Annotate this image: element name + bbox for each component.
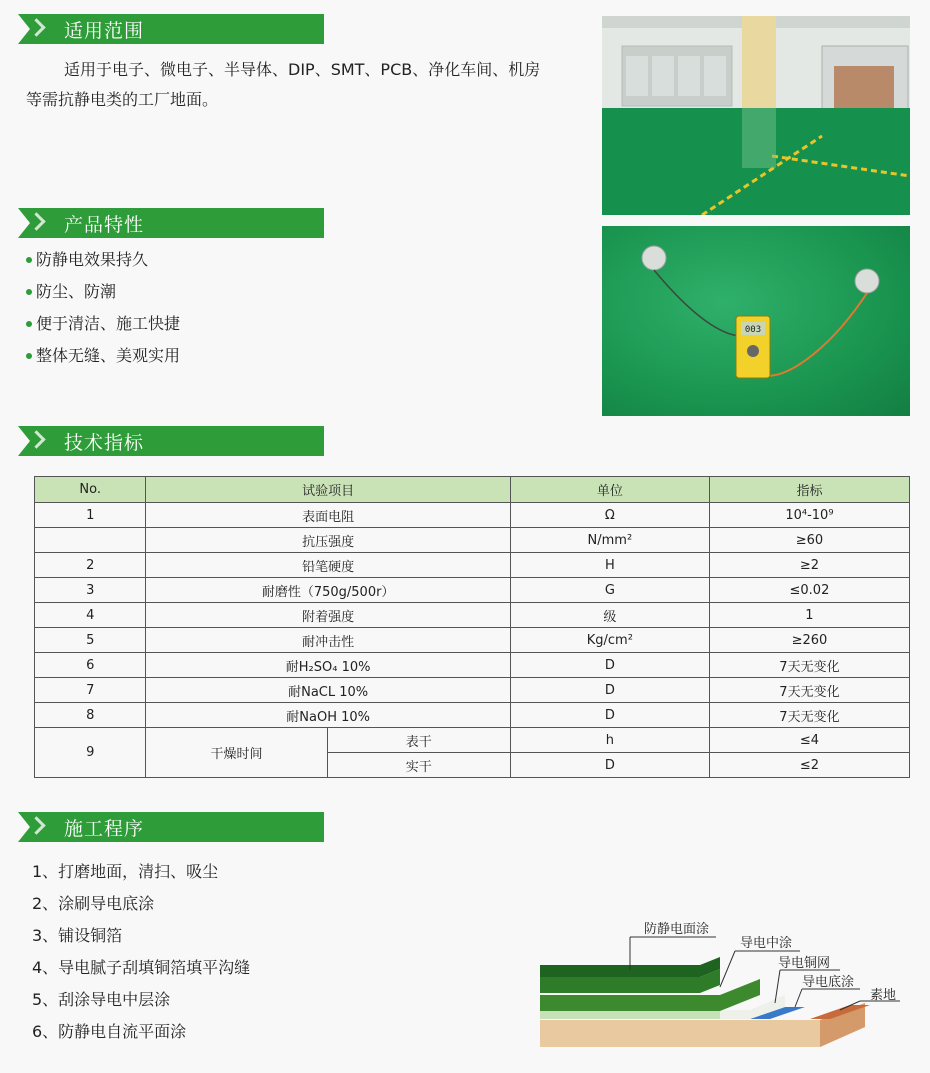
table-row: 8 耐NaOH 10% D 7天无变化 [35,703,910,728]
section-title: 技术指标 [64,431,145,454]
chevron-right-icon [18,208,46,238]
scope-text-line1: 适用于电子、微电子、半导体、DIP、SMT、PCB、净化车间、机房 [64,60,541,79]
spec-table [34,476,910,778]
table-header-row [35,477,910,503]
label-copper-mesh: 导电铜网 [778,956,831,971]
table-row: 7 耐NaCL 10% D 7天无变化 [35,678,910,703]
table-row: 实干 D ≤2 [35,753,910,778]
header-item: 试验项目 [146,477,510,503]
step-item: 4、导电腻子刮填铜箔填平沟缝 [32,958,251,977]
section-header-features [18,208,324,238]
section-title: 施工程序 [64,817,145,840]
header-value: 指标 [709,477,909,503]
meter-readout: 003 [744,325,762,335]
step-item: 6、防静电自流平面涂 [32,1022,187,1041]
label-top-coat: 防静电面涂 [644,922,710,937]
feature-item: 防尘、防潮 [26,276,180,308]
section-title: 产品特性 [64,213,145,236]
step-item: 5、刮涂导电中层涂 [32,990,171,1009]
chevron-right-icon [18,14,46,44]
table-row: 3 耐磨性（750g/500r） G ≤0.02 [35,578,910,603]
feature-list [26,244,180,372]
step-item: 3、铺设铜箔 [32,926,123,945]
feature-item: 整体无缝、美观实用 [26,340,180,372]
table-row: 9 干燥时间 表干 h ≤4 [35,728,910,753]
step-item: 2、涂刷导电底涂 [32,894,155,913]
table-row: 6 耐H₂SO₄ 10% D 7天无变化 [35,653,910,678]
chevron-right-icon [18,426,46,456]
feature-item: 防静电效果持久 [26,244,180,276]
process-steps [32,856,250,1048]
floor-layer-diagram [540,915,920,1065]
header-unit: 单位 [510,477,709,503]
section-header-specs [18,426,324,456]
table-row: 2 铅笔硬度 H ≥2 [35,553,910,578]
bullet-icon [26,257,32,263]
table-row: 抗压强度 N/mm² ≥60 [35,528,910,553]
step-item: 1、打磨地面，清扫、吸尘 [32,862,219,881]
feature-item: 便于清洁、施工快捷 [26,308,180,340]
bullet-icon [26,321,32,327]
header-no: No. [35,477,146,503]
section-header-process [18,812,324,842]
section-header-scope [18,14,324,44]
drying-time-label: 干燥时间 [146,728,327,778]
scope-text-line2: 等需抗静电类的工厂地面。 [26,90,219,109]
section-title: 适用范围 [64,19,145,42]
bullet-icon [26,289,32,295]
chevron-right-icon [18,812,46,842]
label-base-coat: 导电底涂 [802,975,855,990]
resistance-test-photo [602,226,910,416]
label-ground: 素地 [870,988,897,1003]
table-row: 5 耐冲击性 Kg/cm² ≥260 [35,628,910,653]
factory-floor-photo [602,16,910,215]
table-row: 1 表面电阻 Ω 10⁴-10⁹ [35,503,910,528]
bullet-icon [26,353,32,359]
table-row: 4 附着强度 级 1 [35,603,910,628]
label-middle-coat: 导电中涂 [740,936,793,951]
